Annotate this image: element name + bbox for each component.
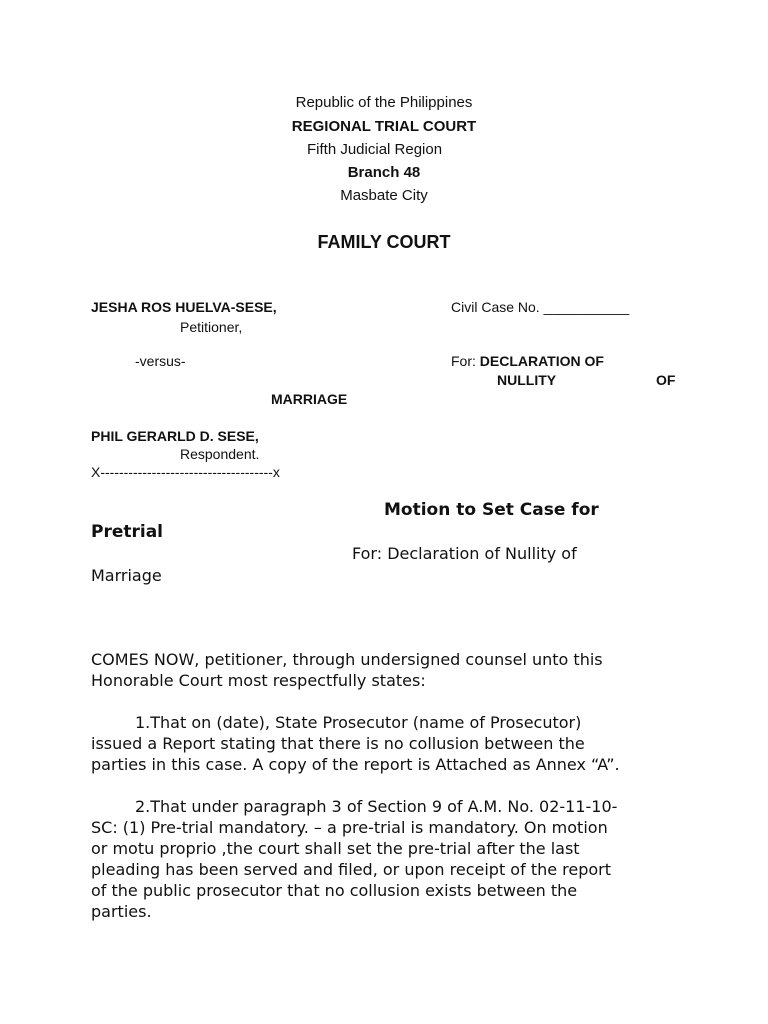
motion-title-line-1: Motion to Set Case for	[384, 500, 599, 520]
paragraph-2-line-6: parties.	[91, 902, 152, 921]
paragraph-2-line-2: SC: (1) Pre-trial mandatory. – a pre-trial is mandatory. On motion	[91, 818, 608, 837]
motion-subtitle-line-2: Marriage	[91, 566, 162, 585]
paragraph-2-line-3: or motu proprio ,the court shall set the pre-trial after the last	[91, 839, 580, 858]
respondent-name: PHIL GERARLD D. SESE,	[91, 428, 259, 444]
judicial-region: Fifth Judicial Region	[307, 141, 443, 158]
intro-line-2: Honorable Court most respectfully states:	[91, 671, 426, 690]
intro-paragraph	[91, 649, 691, 691]
paragraph-1-line-1: 1.That on (date), State Prosecutor (name of Prosecutor)	[135, 713, 582, 732]
paragraph-1	[91, 712, 691, 775]
paragraph-2	[91, 796, 691, 922]
paragraph-1-line-3: parties in this case. A copy of the report is Attached as Annex “A”.	[91, 755, 620, 774]
for-label: For:	[451, 353, 480, 369]
paragraph-2-line-4: pleading has been served and filed, or upon receipt of the report	[91, 860, 612, 879]
paragraph-2-line-5: of the public prosecutor that no collusion exists between the	[91, 881, 578, 900]
paragraph-2-line-1: 2.That under paragraph 3 of Section 9 of A.M. No. 02-11-10-	[135, 797, 618, 816]
case-nature-title-2a: NULLITY	[497, 372, 557, 388]
petitioner-role: Petitioner,	[180, 319, 243, 335]
petitioner-name: JESHA ROS HUELVA-SESE,	[91, 299, 277, 315]
versus-line: -versus-	[135, 353, 186, 369]
motion-subtitle-line-1: For: Declaration of Nullity of	[352, 544, 577, 563]
case-nature-title-3: MARRIAGE	[271, 391, 348, 407]
family-court-heading: FAMILY COURT	[317, 232, 451, 252]
paragraph-1-line-2: issued a Report stating that there is no collusion between the	[91, 734, 585, 753]
branch-line: Branch 48	[347, 164, 421, 181]
case-nature-title-1: DECLARATION OF	[479, 353, 604, 369]
caption-separator: X-------------------------------------x	[91, 464, 280, 480]
case-nature	[451, 352, 604, 370]
court-name: REGIONAL TRIAL COURT	[291, 118, 477, 135]
city-line: Masbate City	[340, 187, 428, 204]
case-nature-title-2b: OF	[656, 372, 676, 388]
motion-title-line-2: Pretrial	[91, 522, 164, 542]
intro-line-1: COMES NOW, petitioner, through undersigned counsel unto this	[91, 650, 603, 669]
republic-line: Republic of the Philippines	[295, 94, 473, 111]
respondent-role: Respondent.	[180, 446, 260, 462]
civil-case-number: Civil Case No. ___________	[451, 299, 630, 315]
